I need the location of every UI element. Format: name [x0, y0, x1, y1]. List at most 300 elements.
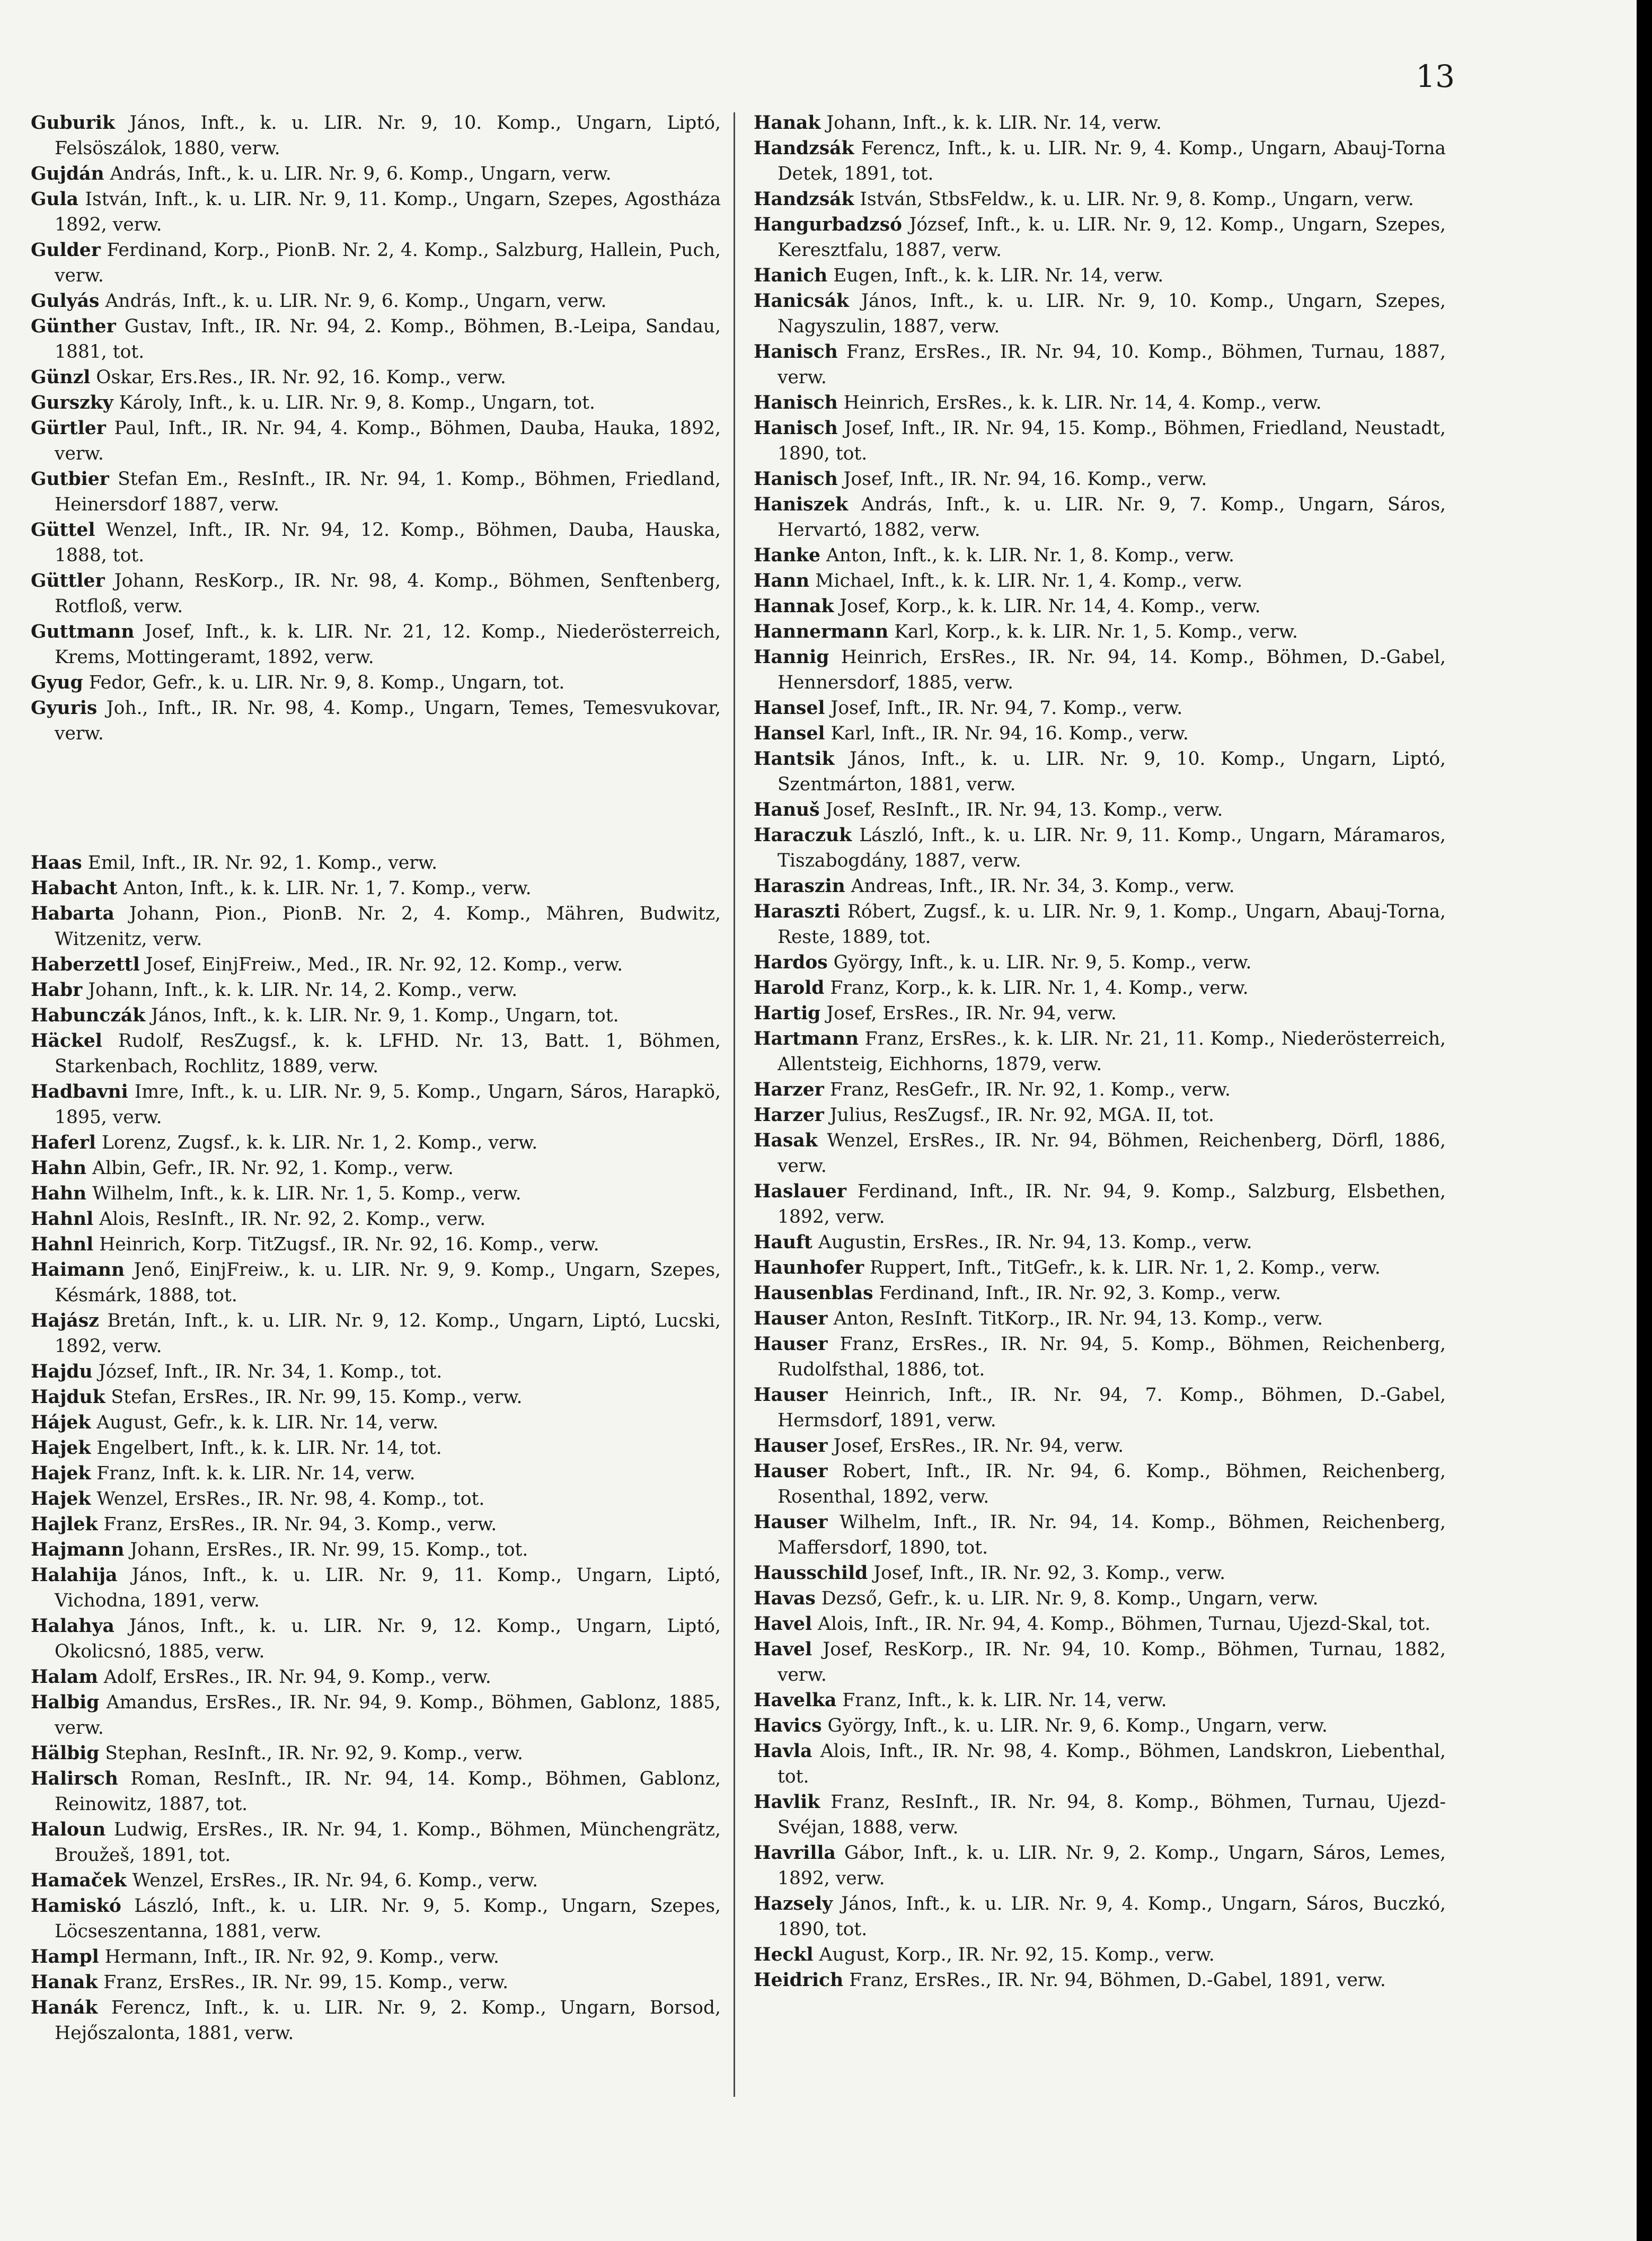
list-entry	[754, 1102, 1446, 1128]
entry-details: Karl, Korp., k. k. LIR. Nr. 1, 5. Komp., verw.	[894, 621, 1298, 642]
entry-surname: Hanuš	[754, 799, 820, 820]
list-entry	[754, 1255, 1446, 1281]
list-entry	[754, 746, 1446, 797]
entry-surname: Hanisch	[754, 341, 838, 363]
list-entry	[754, 1306, 1446, 1331]
list-entry	[754, 1001, 1446, 1026]
entry-details: Róbert, Zugsf., k. u. LIR. Nr. 9, 1. Komp., Ungarn, Abauj-Torna, Reste, 1889, tot.	[778, 901, 1446, 948]
list-entry	[31, 110, 721, 161]
list-entry	[31, 1563, 721, 1613]
entry-surname: Hauser	[754, 1334, 828, 1355]
entry-surname: Guburik	[31, 112, 115, 134]
entry-surname: Halam	[31, 1666, 98, 1688]
entry-surname: Hausenblas	[754, 1283, 873, 1304]
list-entry	[754, 645, 1446, 695]
list-entry	[754, 1179, 1446, 1230]
entry-details: János, Inft., k. u. LIR. Nr. 9, 11. Komp., Ungarn, Liptó, Vichodna, 1891, verw.	[55, 1565, 721, 1611]
entry-surname: Hartmann	[754, 1028, 859, 1049]
list-entry	[754, 1128, 1446, 1179]
list-entry	[31, 901, 721, 952]
entry-details: Ferdinand, Inft., IR. Nr. 94, 9. Komp., Salzburg, Elsbethen, 1892, verw.	[778, 1181, 1446, 1228]
list-entry	[754, 1433, 1446, 1459]
entry-details: Hermann, Inft., IR. Nr. 92, 9. Komp., verw.	[104, 1946, 499, 1968]
entry-surname: Hamaček	[31, 1870, 127, 1891]
list-entry	[31, 1206, 721, 1232]
entry-surname: Handzsák	[754, 138, 854, 159]
entry-surname: Gutbier	[31, 469, 109, 490]
list-entry	[754, 1459, 1446, 1510]
entry-surname: Habarta	[31, 903, 114, 924]
entry-details: Ferencz, Inft., k. u. LIR. Nr. 9, 2. Komp., Ungarn, Borsod, Hejőszalonta, 1881, verw.	[55, 1997, 721, 2044]
entry-surname: Habunczák	[31, 1005, 146, 1026]
entry-details: László, Inft., k. u. LIR. Nr. 9, 5. Komp., Ungarn, Szepes, Löcseszentanna, 1881, verw.	[55, 1895, 721, 1942]
entry-details: Franz, ResInft., IR. Nr. 94, 8. Komp., Böhmen, Turnau, Ujezd-Svéjan, 1888, verw.	[778, 1792, 1446, 1838]
entry-details: József, Inft., IR. Nr. 34, 1. Komp., tot.	[98, 1361, 443, 1382]
list-entry	[754, 1891, 1446, 1942]
entry-surname: Hanak	[754, 112, 821, 134]
list-entry	[31, 1359, 721, 1384]
list-entry	[754, 1331, 1446, 1382]
entry-details: Alois, Inft., IR. Nr. 98, 4. Komp., Böhmen, Landskron, Liebenthal, tot.	[778, 1741, 1446, 1787]
entry-surname: Gulder	[31, 240, 101, 261]
list-entry	[754, 1968, 1446, 1993]
entry-list-h	[31, 850, 721, 2046]
entry-details: Augustin, ErsRes., IR. Nr. 94, 13. Komp., verw.	[818, 1232, 1252, 1253]
entry-details: August, Gefr., k. k. LIR. Nr. 14, verw.	[96, 1412, 439, 1433]
entry-details: Josef, ResInft., IR. Nr. 94, 13. Komp., verw.	[825, 799, 1223, 820]
list-entry	[754, 1382, 1446, 1433]
entry-details: Emil, Inft., IR. Nr. 92, 1. Komp., verw.	[87, 852, 438, 874]
entry-surname: Hanke	[754, 545, 820, 566]
entry-surname: Haimann	[31, 1259, 125, 1281]
entry-surname: Harold	[754, 977, 825, 999]
page-number: 13	[1416, 58, 1455, 94]
entry-surname: Haloun	[31, 1819, 106, 1840]
entry-surname: Güttel	[31, 519, 95, 541]
entry-surname: Guttmann	[31, 621, 135, 642]
list-entry	[754, 1611, 1446, 1637]
entry-details: András, Inft., k. u. LIR. Nr. 9, 6. Komp., Ungarn, verw.	[110, 163, 612, 184]
entry-surname: Hantsik	[754, 748, 835, 770]
entry-details: Heinrich, Korp. TitZugsf., IR. Nr. 92, 16. Komp., verw.	[99, 1234, 599, 1255]
list-entry	[754, 619, 1446, 645]
list-entry	[754, 1281, 1446, 1306]
entry-details: András, Inft., k. u. LIR. Nr. 9, 7. Komp., Ungarn, Sáros, Hervartó, 1882, verw.	[778, 494, 1446, 541]
entry-surname: Hajek	[31, 1463, 91, 1484]
entry-details: Alois, ResInft., IR. Nr. 92, 2. Komp., verw.	[99, 1208, 486, 1230]
entry-surname: Haraszin	[754, 876, 845, 897]
entry-surname: Haberzettl	[31, 954, 140, 975]
list-entry	[754, 390, 1446, 416]
entry-details: Karl, Inft., IR. Nr. 94, 16. Komp., verw.	[831, 723, 1189, 744]
list-entry	[754, 568, 1446, 594]
entry-surname: Hauser	[754, 1435, 828, 1457]
entry-surname: Havrilla	[754, 1842, 836, 1864]
entry-surname: Halbig	[31, 1692, 100, 1713]
entry-details: János, Inft., k. u. LIR. Nr. 9, 10. Komp., Ungarn, Liptó, Felsöszálok, 1880, verw.	[55, 112, 721, 159]
entry-details: Franz, ErsRes., k. k. LIR. Nr. 21, 11. Komp., Niederösterreich, Allentsteig, Eichhorns, 1879, verw.	[778, 1028, 1446, 1075]
entry-surname: Gulyás	[31, 290, 100, 312]
list-entry	[754, 1586, 1446, 1611]
entry-surname: Hauft	[754, 1232, 812, 1253]
list-entry	[754, 1077, 1446, 1102]
entry-details: Josef, Inft., IR. Nr. 94, 15. Komp., Böhmen, Friedland, Neustadt, 1890, tot.	[778, 418, 1446, 464]
entry-details: Gábor, Inft., k. u. LIR. Nr. 9, 2. Komp., Ungarn, Sáros, Lemes, 1892, verw.	[778, 1842, 1446, 1889]
list-entry	[754, 492, 1446, 543]
entry-details: Franz, Inft. k. k. LIR. Nr. 14, verw.	[96, 1463, 416, 1484]
entry-details: Andreas, Inft., IR. Nr. 34, 3. Komp., verw.	[851, 876, 1235, 897]
entry-details: Johann, Inft., k. k. LIR. Nr. 14, verw.	[826, 112, 1162, 134]
list-entry	[31, 1155, 721, 1181]
entry-surname: Gurszky	[31, 392, 113, 413]
entry-details: Roman, ResInft., IR. Nr. 94, 14. Komp., Böhmen, Gablonz, Reinowitz, 1887, tot.	[55, 1768, 721, 1815]
entry-surname: Hahnl	[31, 1208, 94, 1230]
list-entry	[754, 797, 1446, 823]
list-entry	[754, 212, 1446, 263]
list-entry	[754, 1739, 1446, 1789]
entry-surname: Havelka	[754, 1690, 837, 1711]
entry-surname: Hanicsák	[754, 290, 849, 312]
entry-surname: Hadbavni	[31, 1081, 128, 1102]
list-entry	[754, 339, 1446, 390]
entry-details: István, StbsFeldw., k. u. LIR. Nr. 9, 8. Komp., Ungarn, verw.	[860, 189, 1414, 210]
entry-details: Ferencz, Inft., k. u. LIR. Nr. 9, 4. Komp., Ungarn, Abauj-Torna Detek, 1891, tot.	[778, 138, 1446, 184]
list-entry	[31, 1766, 721, 1817]
entry-surname: Haferl	[31, 1132, 96, 1153]
left-column	[31, 110, 721, 2046]
entry-surname: Hanisch	[754, 392, 838, 413]
entry-details: Josef, Inft., IR. Nr. 94, 16. Komp., verw.	[843, 469, 1207, 490]
entry-surname: Gula	[31, 189, 79, 210]
entry-details: József, Inft., k. u. LIR. Nr. 9, 12. Komp., Ungarn, Szepes, Keresztfalu, 1887, verw.	[778, 214, 1446, 261]
entry-surname: Havlik	[754, 1792, 820, 1813]
list-entry	[754, 950, 1446, 975]
section-gap	[31, 746, 721, 850]
entry-details: Ferdinand, Korp., PionB. Nr. 2, 4. Komp., Salzburg, Hallein, Puch, verw.	[55, 240, 721, 286]
entry-surname: Hanak	[31, 1972, 98, 1993]
list-entry	[31, 1944, 721, 1970]
list-entry	[754, 1026, 1446, 1077]
list-entry	[754, 1713, 1446, 1739]
entry-details: Wenzel, ErsRes., IR. Nr. 94, 6. Komp., verw.	[132, 1870, 538, 1891]
list-entry	[754, 136, 1446, 187]
list-entry	[31, 876, 721, 901]
list-entry	[754, 288, 1446, 339]
entry-surname: Hann	[754, 570, 810, 592]
entry-details: Wilhelm, Inft., IR. Nr. 94, 14. Komp., Böhmen, Reichenberg, Maffersdorf, 1890, tot.	[778, 1512, 1446, 1558]
entry-details: Josef, EinjFreiw., Med., IR. Nr. 92, 12. Komp., verw.	[145, 954, 623, 975]
entry-details: Johann, Pion., PionB. Nr. 2, 4. Komp., Mähren, Budwitz, Witzenitz, verw.	[55, 903, 721, 950]
entry-surname: Hanich	[754, 265, 828, 286]
entry-surname: Hahnl	[31, 1234, 94, 1255]
entry-details: Rudolf, ResZugsf., k. k. LFHD. Nr. 13, Batt. 1, Böhmen, Starkenbach, Rochlitz, 1889, verw.	[55, 1030, 721, 1077]
entry-surname: Gyuris	[31, 698, 98, 719]
list-entry	[31, 695, 721, 746]
entry-details: Joh., Inft., IR. Nr. 98, 4. Komp., Ungarn, Temes, Temesvukovar, verw.	[55, 698, 721, 744]
entry-details: Paul, Inft., IR. Nr. 94, 4. Komp., Böhmen, Dauba, Hauka, 1892, verw.	[55, 418, 721, 464]
entry-details: Franz, ErsRes., IR. Nr. 94, 3. Komp., verw.	[103, 1514, 497, 1535]
entry-details: Heinrich, ErsRes., k. k. LIR. Nr. 14, 4. Komp., verw.	[843, 392, 1322, 413]
entry-surname: Hanisch	[754, 418, 838, 439]
list-entry	[31, 1741, 721, 1766]
entry-details: Jenő, EinjFreiw., k. u. LIR. Nr. 9, 9. Komp., Ungarn, Szepes, Késmárk, 1888, tot.	[55, 1259, 721, 1306]
entry-details: Robert, Inft., IR. Nr. 94, 6. Komp., Böhmen, Reichenberg, Rosenthal, 1892, verw.	[778, 1461, 1446, 1507]
list-entry	[754, 721, 1446, 746]
list-entry	[31, 1868, 721, 1893]
entry-details: Wenzel, ErsRes., IR. Nr. 94, Böhmen, Reichenberg, Dörfl, 1886, verw.	[778, 1130, 1446, 1177]
entry-details: Bretán, Inft., k. u. LIR. Nr. 9, 12. Komp., Ungarn, Liptó, Lucski, 1892, verw.	[55, 1310, 721, 1357]
entry-surname: Hamiskó	[31, 1895, 121, 1917]
list-entry	[754, 594, 1446, 619]
entry-surname: Hajász	[31, 1310, 99, 1331]
entry-details: Johann, ResKorp., IR. Nr. 98, 4. Komp., Böhmen, Senftenberg, Rotfloß, verw.	[55, 570, 721, 617]
entry-surname: Hajek	[31, 1488, 91, 1510]
entry-details: Josef, Inft., IR. Nr. 94, 7. Komp., verw.	[831, 698, 1183, 719]
entry-details: Franz, ErsRes., IR. Nr. 94, 10. Komp., Böhmen, Turnau, 1887, verw.	[778, 341, 1446, 388]
entry-details: Anton, Inft., k. k. LIR. Nr. 1, 7. Komp., verw.	[123, 878, 532, 899]
entry-surname: Hazsely	[754, 1893, 833, 1914]
list-entry	[31, 187, 721, 237]
list-entry	[31, 1512, 721, 1537]
list-entry	[31, 1664, 721, 1690]
entry-details: András, Inft., k. u. LIR. Nr. 9, 6. Komp., Ungarn, verw.	[105, 290, 607, 312]
entry-details: Eugen, Inft., k. k. LIR. Nr. 14, verw.	[833, 265, 1164, 286]
entry-list-h-continued	[754, 110, 1446, 1993]
entry-details: Anton, ResInft. TitKorp., IR. Nr. 94, 13. Komp., verw.	[833, 1308, 1323, 1329]
entry-surname: Heckl	[754, 1944, 814, 1965]
entry-details: Ludwig, ErsRes., IR. Nr. 94, 1. Komp., Böhmen, Münchengrätz, Broužeš, 1891, tot.	[55, 1819, 721, 1866]
list-entry	[31, 390, 721, 416]
entry-surname: Handzsák	[754, 189, 854, 210]
entry-details: August, Korp., IR. Nr. 92, 15. Komp., verw.	[819, 1944, 1215, 1965]
entry-details: Károly, Inft., k. u. LIR. Nr. 9, 8. Komp., Ungarn, tot.	[119, 392, 595, 413]
entry-surname: Häckel	[31, 1030, 102, 1052]
list-entry	[31, 619, 721, 670]
list-entry	[31, 952, 721, 977]
entry-details: Franz, Inft., k. k. LIR. Nr. 14, verw.	[842, 1690, 1167, 1711]
list-entry	[31, 161, 721, 187]
column-divider	[734, 112, 735, 2097]
entry-surname: Hauser	[754, 1512, 828, 1533]
list-entry	[754, 1510, 1446, 1560]
entry-surname: Havel	[754, 1613, 812, 1635]
list-entry	[31, 977, 721, 1003]
entry-details: Heinrich, Inft., IR. Nr. 94, 7. Komp., Böhmen, D.-Gabel, Hermsdorf, 1891, verw.	[778, 1384, 1446, 1431]
list-entry	[754, 466, 1446, 492]
list-entry	[754, 416, 1446, 466]
entry-surname: Hajduk	[31, 1387, 105, 1408]
entry-surname: Haslauer	[754, 1181, 847, 1202]
entry-details: Josef, Korp., k. k. LIR. Nr. 14, 4. Komp., verw.	[840, 596, 1261, 617]
entry-surname: Havics	[754, 1715, 822, 1736]
list-entry	[31, 1486, 721, 1512]
list-entry	[754, 1942, 1446, 1968]
entry-details: Josef, Inft., IR. Nr. 92, 3. Komp., verw.	[873, 1563, 1226, 1584]
entry-surname: Hangurbadzsó	[754, 214, 903, 235]
entry-surname: Hauser	[754, 1384, 828, 1406]
entry-details: Albin, Gefr., IR. Nr. 92, 1. Komp., verw.	[92, 1158, 454, 1179]
entry-surname: Halahya	[31, 1616, 114, 1637]
list-entry	[31, 416, 721, 466]
list-entry	[31, 1995, 721, 2046]
entry-details: Dezső, Gefr., k. u. LIR. Nr. 9, 8. Komp., Ungarn, verw.	[821, 1588, 1319, 1609]
entry-details: Josef, ErsRes., IR. Nr. 94, verw.	[826, 1003, 1117, 1024]
list-entry	[31, 1079, 721, 1130]
entry-details: János, Inft., k. u. LIR. Nr. 9, 10. Komp., Ungarn, Liptó, Szentmárton, 1881, verw.	[778, 748, 1446, 795]
list-entry	[754, 695, 1446, 721]
list-entry	[31, 1232, 721, 1257]
entry-surname: Gürtler	[31, 418, 106, 439]
entry-details: János, Inft., k. u. LIR. Nr. 9, 4. Komp., Ungarn, Sáros, Buczkó, 1890, tot.	[778, 1893, 1446, 1940]
entry-details: Johann, ErsRes., IR. Nr. 99, 15. Komp., tot.	[130, 1539, 528, 1560]
entry-surname: Hasak	[754, 1130, 818, 1151]
list-entry	[754, 899, 1446, 950]
list-entry	[31, 1613, 721, 1664]
entry-details: Johann, Inft., k. k. LIR. Nr. 14, 2. Komp., verw.	[88, 980, 518, 1001]
list-entry	[31, 1003, 721, 1028]
list-entry	[31, 1817, 721, 1868]
entry-surname: Havla	[754, 1741, 812, 1762]
list-entry	[31, 1537, 721, 1563]
entry-details: Ruppert, Inft., TitGefr., k. k. LIR. Nr. 1, 2. Komp., verw.	[870, 1257, 1381, 1278]
list-entry	[31, 1435, 721, 1461]
entry-details: János, Inft., k. k. LIR. Nr. 9, 1. Komp., Ungarn, tot.	[151, 1005, 619, 1026]
entry-surname: Harzer	[754, 1079, 824, 1100]
entry-details: Stephan, ResInft., IR. Nr. 92, 9. Komp., verw.	[105, 1743, 524, 1764]
list-entry	[31, 850, 721, 876]
entry-details: Anton, Inft., k. k. LIR. Nr. 1, 8. Komp., verw.	[826, 545, 1234, 566]
entry-details: László, Inft., k. u. LIR. Nr. 9, 11. Komp., Ungarn, Máramaros, Tiszabogdány, 1887, verw.	[778, 825, 1446, 871]
list-entry	[754, 543, 1446, 568]
entry-surname: Hanisch	[754, 469, 838, 490]
entry-surname: Günther	[31, 316, 116, 337]
entry-surname: Hartig	[754, 1003, 821, 1024]
entry-details: Gustav, Inft., IR. Nr. 94, 2. Komp., Böhmen, B.-Leipa, Sandau, 1881, tot.	[55, 316, 721, 363]
list-entry	[31, 1690, 721, 1741]
entry-details: Josef, ErsRes., IR. Nr. 94, verw.	[833, 1435, 1124, 1457]
list-entry	[754, 1230, 1446, 1255]
list-entry	[31, 1893, 721, 1944]
entry-surname: Hahn	[31, 1183, 87, 1204]
entry-surname: Haas	[31, 852, 82, 874]
entry-surname: Halahija	[31, 1565, 118, 1586]
list-entry	[31, 568, 721, 619]
entry-details: Michael, Inft., k. k. LIR. Nr. 1, 4. Komp., verw.	[815, 570, 1243, 592]
list-entry	[754, 110, 1446, 136]
entry-surname: Hansel	[754, 723, 825, 744]
list-entry	[31, 517, 721, 568]
list-entry	[754, 187, 1446, 212]
list-entry	[31, 1308, 721, 1359]
entry-details: Julius, ResZugsf., IR. Nr. 92, MGA. II, tot.	[829, 1105, 1214, 1126]
entry-details: Franz, ErsRes., IR. Nr. 99, 15. Komp., verw.	[103, 1972, 509, 1993]
list-entry	[31, 1970, 721, 1995]
entry-surname: Hauser	[754, 1308, 828, 1329]
entry-surname: Hannak	[754, 596, 834, 617]
entry-details: Stefan, ErsRes., IR. Nr. 99, 15. Komp., verw.	[111, 1387, 523, 1408]
entry-details: Stefan Em., ResInft., IR. Nr. 94, 1. Komp., Böhmen, Friedland, Heinersdorf 1887, verw.	[55, 469, 721, 515]
list-entry	[31, 1410, 721, 1435]
entry-details: Oskar, Ers.Res., IR. Nr. 92, 16. Komp., verw.	[96, 367, 506, 388]
entry-surname: Haniszek	[754, 494, 849, 515]
entry-surname: Hannig	[754, 647, 829, 668]
entry-surname: Hajek	[31, 1437, 91, 1459]
list-entry	[31, 237, 721, 288]
entry-details: Imre, Inft., k. u. LIR. Nr. 9, 5. Komp., Ungarn, Sáros, Harapkö, 1895, verw.	[55, 1081, 721, 1128]
entry-details: István, Inft., k. u. LIR. Nr. 9, 11. Komp., Ungarn, Szepes, Agostháza 1892, verw.	[55, 189, 721, 235]
entry-surname: Hausschild	[754, 1563, 868, 1584]
entry-surname: Harzer	[754, 1105, 824, 1126]
entry-details: Amandus, ErsRes., IR. Nr. 94, 9. Komp., Böhmen, Gablonz, 1885, verw.	[55, 1692, 721, 1739]
list-entry	[31, 314, 721, 365]
entry-surname: Haraszti	[754, 901, 841, 922]
entry-details: Franz, ResGefr., IR. Nr. 92, 1. Komp., verw.	[829, 1079, 1231, 1100]
list-entry	[31, 1130, 721, 1155]
entry-details: Lorenz, Zugsf., k. k. LIR. Nr. 1, 2. Komp., verw.	[102, 1132, 538, 1153]
entry-details: Josef, Inft., k. k. LIR. Nr. 21, 12. Komp., Niederösterreich, Krems, Mottingeramt, 1892, verw.	[55, 621, 721, 668]
entry-details: Franz, ErsRes., IR. Nr. 94, Böhmen, D.-Gabel, 1891, verw.	[849, 1970, 1386, 1991]
entry-surname: Heidrich	[754, 1970, 844, 1991]
entry-surname: Haraczuk	[754, 825, 852, 846]
list-entry	[754, 874, 1446, 899]
list-entry	[31, 466, 721, 517]
entry-surname: Hampl	[31, 1946, 99, 1968]
entry-surname: Hälbig	[31, 1743, 100, 1764]
entry-details: Franz, Korp., k. k. LIR. Nr. 1, 4. Komp., verw.	[830, 977, 1249, 999]
entry-surname: Hardos	[754, 952, 828, 973]
entry-details: Josef, ResKorp., IR. Nr. 94, 10. Komp., Böhmen, Turnau, 1882, verw.	[778, 1639, 1446, 1686]
list-entry	[31, 288, 721, 314]
entry-details: Heinrich, ErsRes., IR. Nr. 94, 14. Komp., Böhmen, D.-Gabel, Hennersdorf, 1885, verw.	[778, 647, 1446, 693]
right-column	[754, 110, 1446, 1993]
entry-surname: Güttler	[31, 570, 105, 592]
entry-surname: Gyug	[31, 672, 83, 693]
list-entry	[31, 1181, 721, 1206]
entry-list-g	[31, 110, 721, 746]
entry-surname: Hanák	[31, 1997, 98, 2018]
entry-details: Wenzel, ErsRes., IR. Nr. 98, 4. Komp., tot.	[96, 1488, 485, 1510]
list-entry	[754, 1789, 1446, 1840]
entry-surname: Havas	[754, 1588, 816, 1609]
entry-details: Wenzel, Inft., IR. Nr. 94, 12. Komp., Böhmen, Dauba, Hauska, 1888, tot.	[55, 519, 721, 566]
entry-details: Ferdinand, Inft., IR. Nr. 92, 3. Komp., verw.	[879, 1283, 1282, 1304]
entry-surname: Hajdu	[31, 1361, 93, 1382]
entry-surname: Habr	[31, 980, 83, 1001]
list-entry	[31, 365, 721, 390]
entry-surname: Gujdán	[31, 163, 104, 184]
list-entry	[31, 1384, 721, 1410]
list-entry	[31, 670, 721, 695]
list-entry	[31, 1461, 721, 1486]
entry-details: Fedor, Gefr., k. u. LIR. Nr. 9, 8. Komp., Ungarn, tot.	[89, 672, 565, 693]
entry-surname: Hajlek	[31, 1514, 98, 1535]
entry-details: Wilhelm, Inft., k. k. LIR. Nr. 1, 5. Komp., verw.	[92, 1183, 522, 1204]
list-entry	[754, 823, 1446, 874]
entry-details: Engelbert, Inft., k. k. LIR. Nr. 14, tot.	[96, 1437, 442, 1459]
list-entry	[31, 1257, 721, 1308]
entry-details: György, Inft., k. u. LIR. Nr. 9, 6. Komp., Ungarn, verw.	[827, 1715, 1328, 1736]
entry-surname: Hansel	[754, 698, 825, 719]
entry-surname: Habacht	[31, 878, 118, 899]
list-entry	[754, 1637, 1446, 1688]
entry-surname: Hannermann	[754, 621, 889, 642]
entry-details: Franz, ErsRes., IR. Nr. 94, 5. Komp., Böhmen, Reichenberg, Rudolfsthal, 1886, tot.	[778, 1334, 1446, 1380]
entry-details: Alois, Inft., IR. Nr. 94, 4. Komp., Böhmen, Turnau, Ujezd-Skal, tot.	[818, 1613, 1431, 1635]
list-entry	[754, 1840, 1446, 1891]
entry-surname: Hájek	[31, 1412, 91, 1433]
entry-surname: Hahn	[31, 1158, 87, 1179]
entry-details: János, Inft., k. u. LIR. Nr. 9, 10. Komp., Ungarn, Szepes, Nagyszulin, 1887, verw.	[778, 290, 1446, 337]
